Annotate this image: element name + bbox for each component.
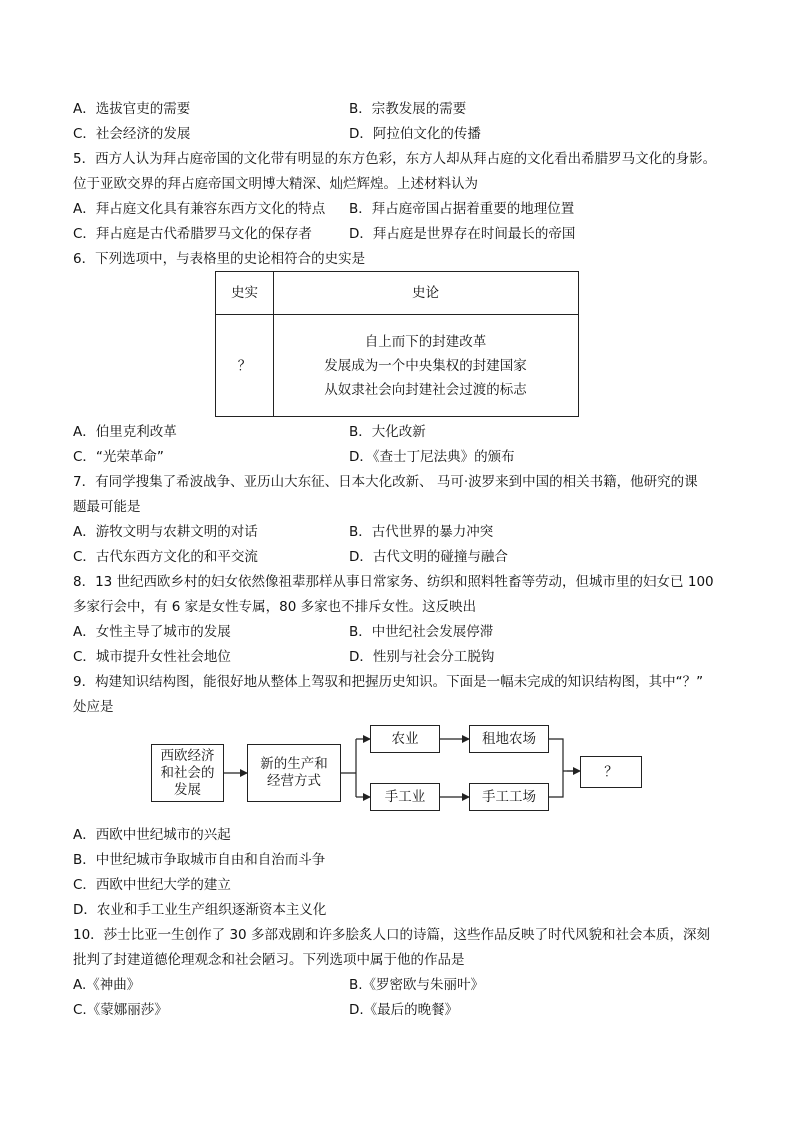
q7-option-a: A．游牧文明与农耕文明的对话 (73, 524, 258, 540)
q9-option-b: B．中世纪城市争取城市自由和自治而斗争 (73, 852, 326, 868)
diagram-box-workshop: 手工工场 (469, 783, 549, 811)
table-cell-line2: 发展成为一个中央集权的封建国家 (324, 358, 527, 374)
q6-option-c: C．“光荣革命” (73, 449, 164, 465)
box2-line2: 经营方式 (267, 773, 321, 789)
table-header-left: 史实 (231, 285, 258, 301)
q9-stem-line1: 9．构建知识结构图，能很好地从整体上驾驭和把握历史知识。下面是一幅未完成的知识结构图，其中“？” (73, 674, 704, 690)
diagram-box-agriculture: 农业 (370, 725, 440, 753)
box1-line2: 和社会的 (160, 764, 215, 781)
q8-option-b: B．中世纪社会发展停滞 (349, 624, 494, 640)
q9-option-d: D．农业和手工业生产组织逐渐资本主义化 (73, 902, 327, 918)
q6-option-a: A．伯里克利改革 (73, 424, 177, 440)
q10-option-d: D.《最后的晚餐》 (349, 1002, 459, 1018)
q9-stem-line2: 处应是 (73, 699, 114, 715)
q7-stem-line2: 题最可能是 (73, 499, 141, 515)
q10-option-a: A.《神曲》 (73, 977, 141, 993)
q10-stem-line1: 10．莎士比亚一生创作了 30 多部戏剧和许多脍炙人口的诗篇，这些作品反映了时代风貌和社会本质，深刻 (73, 927, 710, 943)
q4-option-c: C．社会经济的发展 (73, 126, 191, 142)
q7-stem-line1: 7．有同学搜集了希波战争、亚历山大东征、日本大化改新、 马可·波罗来到中国的相关书籍，他研究的课 (73, 474, 698, 490)
table-cell-line3: 从奴隶社会向封建社会过渡的标志 (324, 382, 527, 398)
q6-stem: 6．下列选项中，与表格里的史论相符合的史实是 (73, 251, 366, 267)
q5-stem-line2: 位于亚欧交界的拜占庭帝国文明博大精深、灿烂辉煌。上述材料认为 (73, 176, 478, 192)
box2-line1: 新的生产和 (260, 756, 328, 772)
q6-option-b: B．大化改新 (349, 424, 426, 440)
q5-option-a: A．拜占庭文化具有兼容东西方文化的特点 (73, 201, 326, 217)
q10-option-c: C.《蒙娜丽莎》 (73, 1002, 168, 1018)
q5-option-d: D．拜占庭是世界存在时间最长的帝国 (349, 226, 576, 242)
diagram-box-new-production (247, 744, 341, 802)
table-cell-line1: 自上而下的封建改革 (364, 334, 487, 350)
diagram-box-western-europe (151, 744, 224, 802)
q7-option-c: C．古代东西方文化的和平交流 (73, 549, 258, 565)
q9-option-c: C．西欧中世纪大学的建立 (73, 877, 231, 893)
q8-stem-line2: 多家行会中，有 6 家是女性专属，80 多家也不排斥女性。这反映出 (73, 599, 477, 615)
box1-line3: 发展 (174, 781, 201, 798)
q10-option-b: B.《罗密欧与朱丽叶》 (349, 977, 485, 993)
bracket-left (341, 739, 356, 797)
diagram-box-handicraft: 手工业 (370, 783, 440, 811)
q8-option-c: C．城市提升女性社会地位 (73, 649, 231, 665)
q4-option-b: B．宗教发展的需要 (349, 101, 467, 117)
q5-stem-line1: 5．西方人认为拜占庭帝国的文化带有明显的东方色彩，东方人却从拜占庭的文化看出希腊罗马文化的身影。 (73, 151, 717, 167)
diagram-box-leased-farm: 租地农场 (469, 725, 549, 753)
table-header-right: 史论 (412, 285, 439, 301)
q9-option-a: A．西欧中世纪城市的兴起 (73, 827, 231, 843)
bracket-right (549, 739, 578, 797)
q7-option-b: B．古代世界的暴力冲突 (349, 524, 494, 540)
q7-option-d: D．古代文明的碰撞与融合 (349, 549, 508, 565)
q4-option-a: A．选拔官吏的需要 (73, 101, 191, 117)
q5-option-c: C．拜占庭是古代希腊罗马文化的保存者 (73, 226, 312, 242)
q10-stem-line2: 批判了封建道德伦理观念和社会陋习。下列选项中属于他的作品是 (73, 952, 465, 968)
box1-line1: 西欧经济 (160, 747, 215, 764)
diagram-box-unknown: ？ (580, 756, 642, 788)
q8-stem-line1: 8．13 世纪西欧乡村的妇女依然像祖辈那样从事日常家务、纺织和照料牲畜等劳动，但城市里的妇女已 100 (73, 574, 714, 590)
q6-option-d: D．《查士丁尼法典》的颁布 (349, 449, 515, 465)
q5-option-b: B．拜占庭帝国占据着重要的地理位置 (349, 201, 575, 217)
q8-option-d: D．性别与社会分工脱钩 (349, 649, 495, 665)
q4-option-d: D．阿拉伯文化的传播 (349, 126, 481, 142)
q8-option-a: A．女性主导了城市的发展 (73, 624, 231, 640)
table-cell-question: ？ (237, 358, 252, 374)
